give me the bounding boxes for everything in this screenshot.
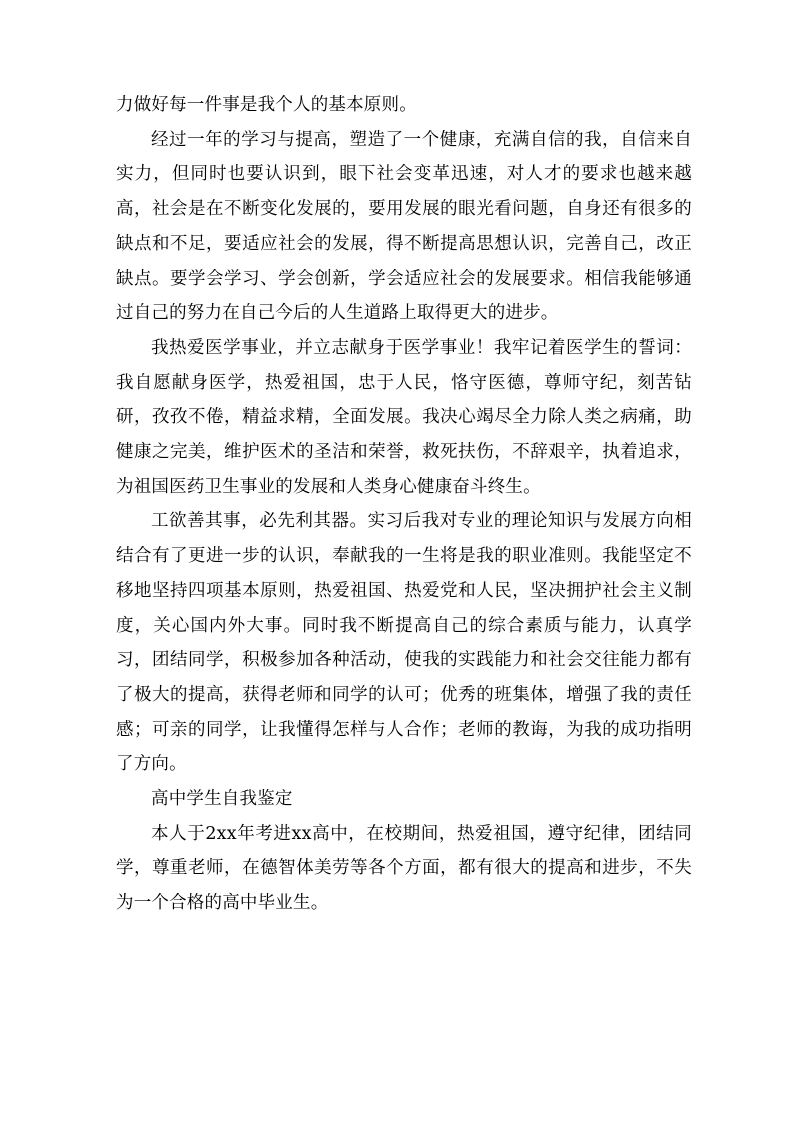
paragraph-internship: 工欲善其事，必先利其器。实习后我对专业的理论知识与发展方向相结合有了更进一步的认识，奉献我的一生将是我的职业准则。我能坚定不移地坚持四项基本原则，热爱祖国、热爱党和人民，坚决拥护社会主义制度，关心国内外大事。同时我不断提高自己的综合素质与能力，认真学习，团结同学，积极参加各种活动，使我的实践能力和社会交往能力都有了极大的提高，获得老师和同学的认可；优秀的班集体，增强了我的责任感；可亲的同学，让我懂得怎样与人合作；老师的教诲，为我的成功指明了方向。: [116, 511, 692, 775]
paragraph-medical-oath: 我热爱医学事业，并立志献身于医学事业！我牢记着医学生的誓词：我自愿献身医学，热爱祖国，忠于人民，恪守医德，尊师守纪，刻苦钻研，孜孜不倦，精益求精，全面发展。我决心竭尽全力除人类之病痛，助健康之完美，维护医术的圣洁和荣誉，救死扶伤，不辞艰辛，执着追求，为祖国医药卫生事业的发展和人类身心健康奋斗终生。: [116, 337, 692, 497]
paragraph-growth: 经过一年的学习与提高，塑造了一个健康，充满自信的我，自信来自实力，但同时也要认识到，眼下社会变革迅速，对人才的要求也越来越高，社会是在不断变化发展的，要用发展的眼光看问题，自身还有很多的缺点和不足，要适应社会的发展，得不断提高思想认识，完善自己，改正缺点。要学会学习、学会创新，学会适应社会的发展要求。相信我能够通过自己的努力在自己今后的人生道路上取得更大的进步。: [116, 129, 692, 324]
document-body: [116, 88, 692, 921]
paragraph-continuation: 力做好每一件事是我个人的基本原则。: [116, 95, 417, 115]
paragraph-high-school: 本人于2xx年考进xx高中，在校期间，热爱祖国，遵守纪律，团结同学，尊重老师，在德智体美劳等各个方面，都有很大的提高和进步，不失为一个合格的高中毕业生。: [116, 823, 692, 914]
section-heading: 高中学生自我鉴定: [151, 789, 293, 810]
